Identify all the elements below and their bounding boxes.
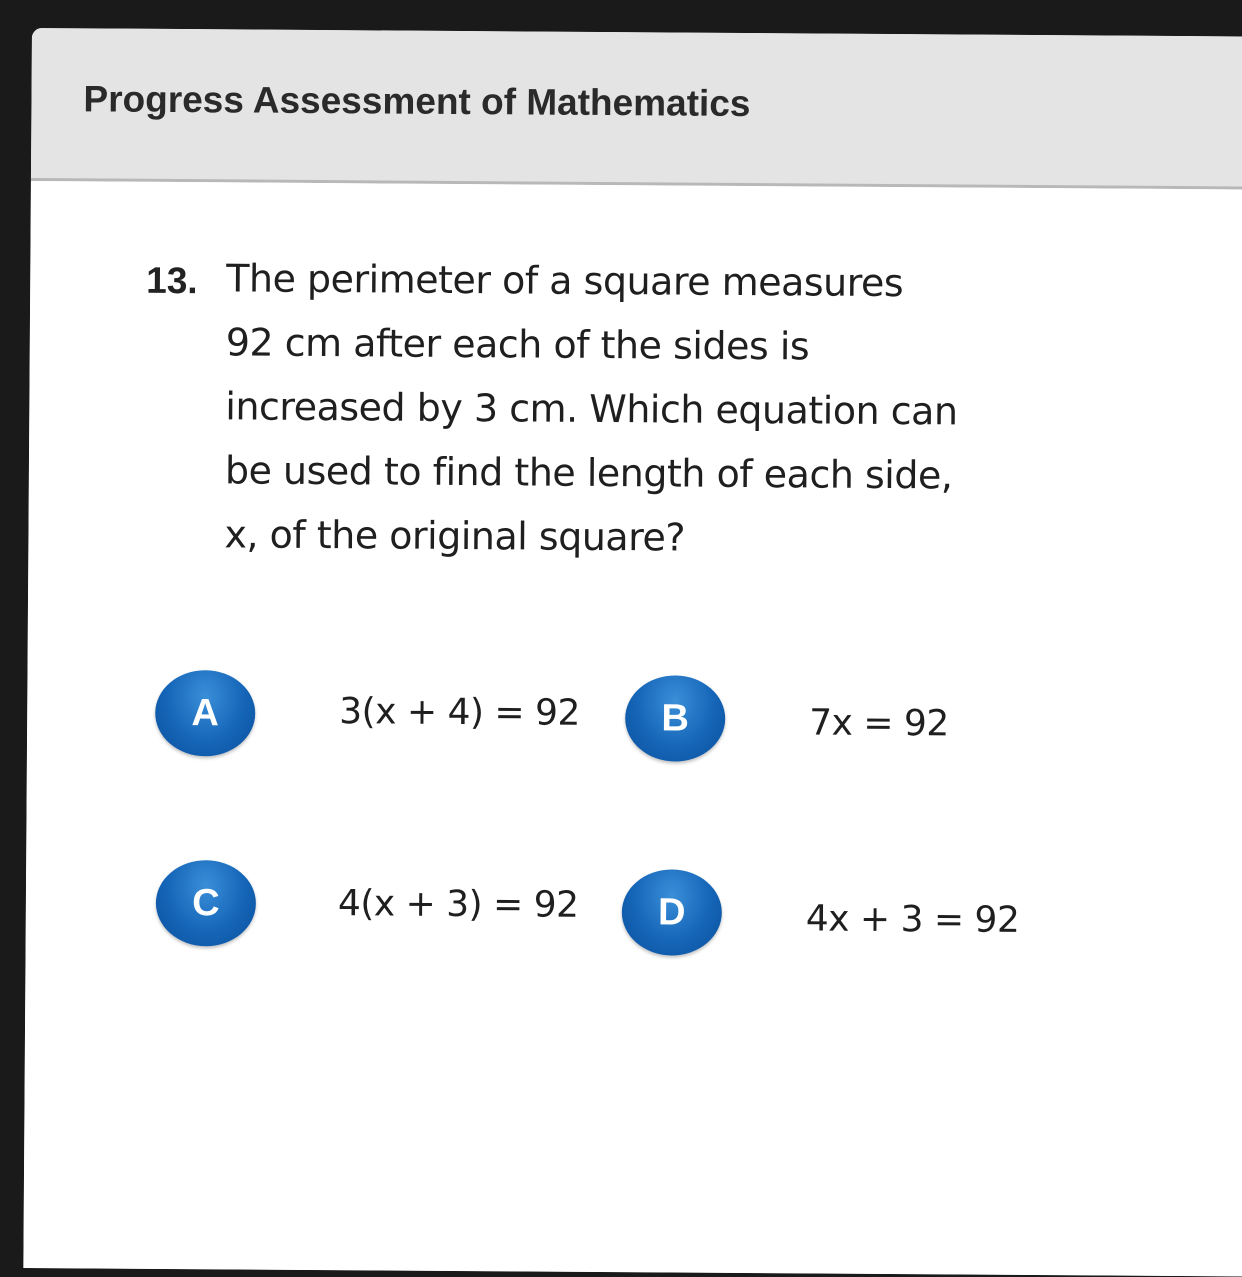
question-panel <box>23 181 1242 1277</box>
question-line: be used to find the length of each side, <box>224 448 953 498</box>
header-bar <box>31 28 1242 190</box>
choice-b-equation: 7x = 92 <box>809 702 949 745</box>
question-line: The perimeter of a square measures <box>226 256 904 306</box>
page-title: Progress Assessment of Mathematics <box>83 78 751 125</box>
choice-c-button[interactable]: C <box>156 860 257 947</box>
question-line: 92 cm after each of the sides is <box>225 320 810 369</box>
question-line: x, of the original square? <box>224 512 686 560</box>
question-line: increased by 3 cm. Which equation can <box>225 384 958 434</box>
choice-c-equation: 4(x + 3) = 92 <box>337 883 579 926</box>
assessment-screen <box>23 28 1242 1277</box>
question-number: 13. <box>146 259 198 302</box>
choice-d-equation: 4x + 3 = 92 <box>805 898 1020 941</box>
choice-a-equation: 3(x + 4) = 92 <box>339 691 580 734</box>
choice-d-button[interactable]: D <box>622 869 723 956</box>
question-text <box>224 246 1026 572</box>
choice-b-button[interactable]: B <box>625 675 726 762</box>
choice-a-button[interactable]: A <box>155 670 256 757</box>
